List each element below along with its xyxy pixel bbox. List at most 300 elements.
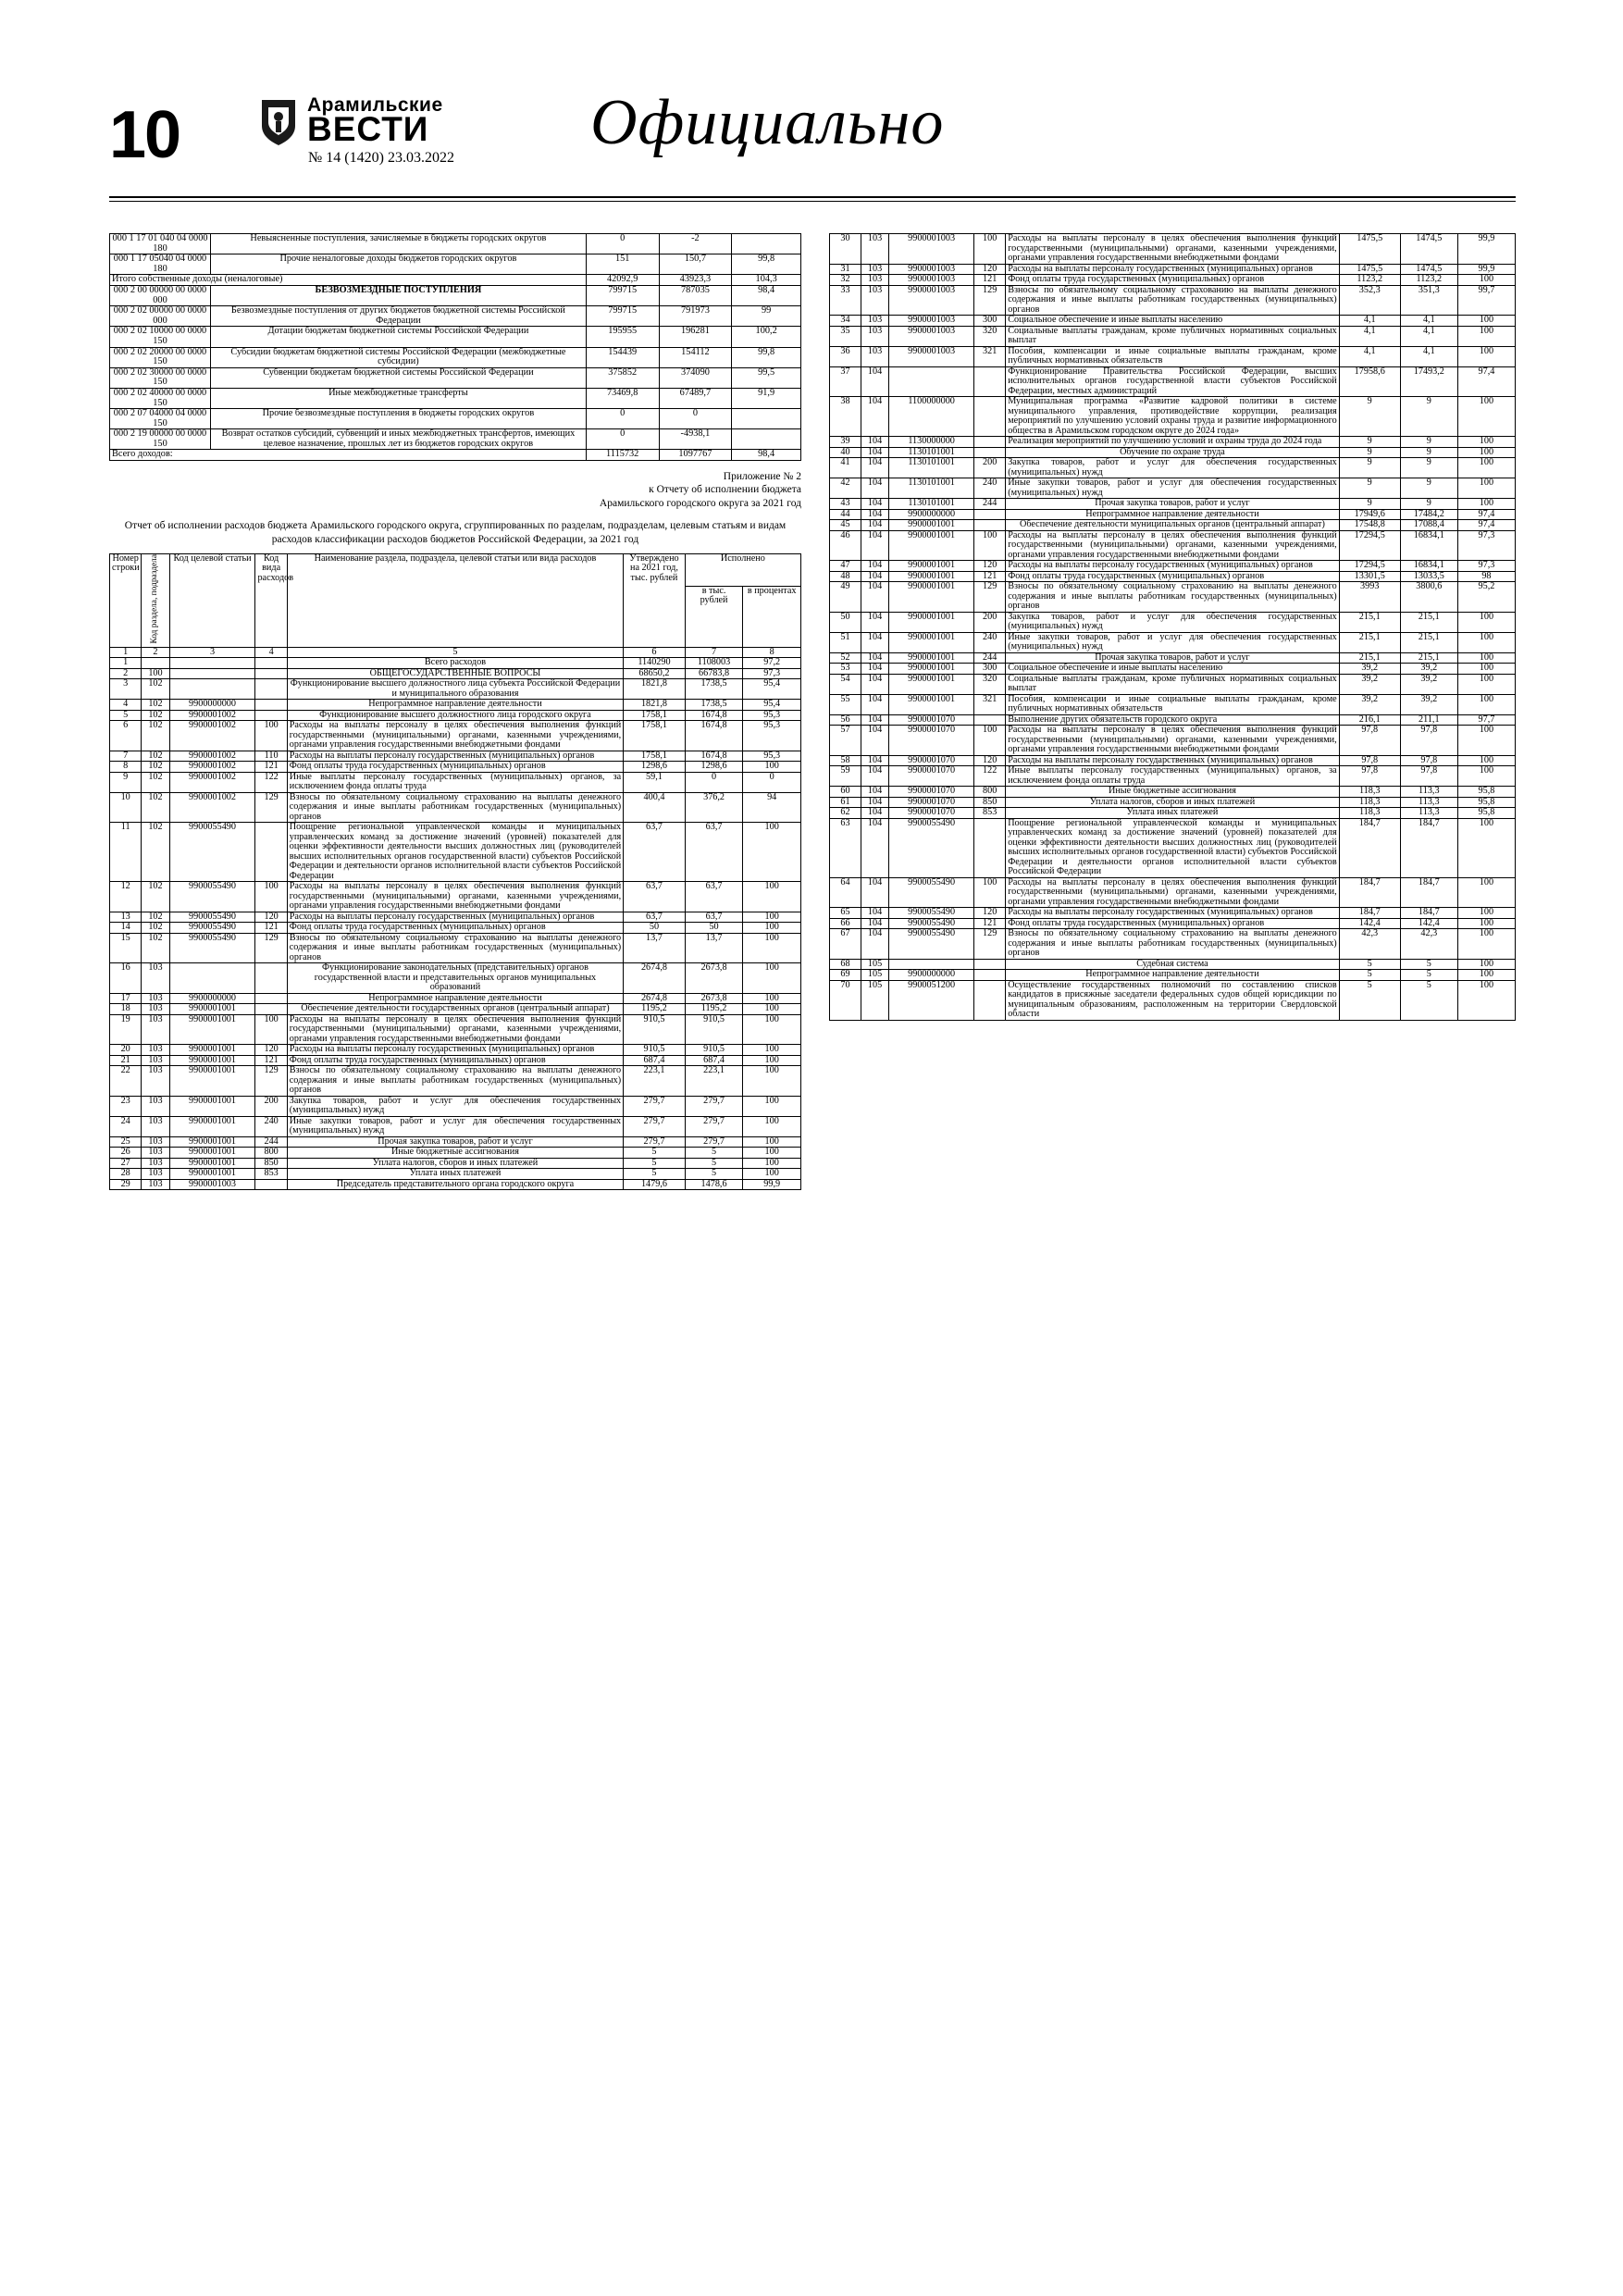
row-target-code: 9900001001 xyxy=(889,652,974,664)
row-kind-code: 100 xyxy=(974,234,1006,265)
table-row xyxy=(110,823,801,882)
row-approved: 97,8 xyxy=(1339,755,1400,766)
row-kind-code: 129 xyxy=(974,285,1006,316)
row-approved: 1758,1 xyxy=(624,710,686,721)
table-numbering-row xyxy=(110,647,801,658)
row-percent: 100 xyxy=(743,923,801,934)
row-name: Социальные выплаты гражданам, кроме публичных нормативных социальных выплат xyxy=(1006,326,1339,346)
row-percent: 100 xyxy=(1457,918,1515,929)
row-name: Закупка товаров, работ и услуг для обеспечения государственных (муниципальных) нужд xyxy=(287,1096,623,1116)
row-approved: 9 xyxy=(1339,447,1400,458)
row-section-code: 103 xyxy=(142,1014,169,1045)
row-name: Расходы на выплаты персоналу государственных (муниципальных) органов xyxy=(287,751,623,762)
row-executed: 1738,5 xyxy=(685,679,743,700)
row-section-code: 104 xyxy=(861,509,889,520)
table-row xyxy=(830,980,1516,1020)
row-executed: 2673,8 xyxy=(685,963,743,994)
row-section-code: 104 xyxy=(861,766,889,787)
row-name: Прочая закупка товаров, работ и услуг xyxy=(1006,499,1339,510)
table-row xyxy=(830,959,1516,970)
table-row xyxy=(110,1136,801,1148)
table-row xyxy=(110,1148,801,1159)
row-percent: 95,3 xyxy=(743,751,801,762)
row-name: Расходы на выплаты персоналу государственных (муниципальных) органов xyxy=(1006,264,1339,275)
logo-line-1: Арамильские xyxy=(307,94,443,116)
table-row xyxy=(830,234,1516,265)
row-number: 63 xyxy=(830,818,861,877)
row-number: 18 xyxy=(110,1004,142,1015)
table-row xyxy=(830,970,1516,981)
row-target-code: 9900055490 xyxy=(169,933,255,963)
row-number: 42 xyxy=(830,478,861,499)
row-approved: 215,1 xyxy=(1339,652,1400,664)
row-approved: 5 xyxy=(1339,980,1400,1020)
row-percent: 97,3 xyxy=(743,668,801,679)
table-row xyxy=(830,346,1516,366)
table-row xyxy=(110,327,801,347)
table-row xyxy=(110,882,801,912)
row-percent: 100 xyxy=(1457,664,1515,675)
row-number: 30 xyxy=(830,234,861,265)
row-executed: 13,7 xyxy=(685,933,743,963)
row-executed: 3800,6 xyxy=(1400,582,1457,613)
row-kind-code: 129 xyxy=(974,929,1006,960)
table-row xyxy=(110,912,801,923)
row-name: Расходы на выплаты персоналу в целях обеспечения выполнения функций государственными (муниципальными) органами, казенными учреждениями, органами управления государственными внебюджетными фондами xyxy=(1006,877,1339,908)
row-approved: 17294,5 xyxy=(1339,561,1400,572)
row-name: Пособия, компенсации и иные социальные выплаты гражданам, кроме публичных нормативных обязательств xyxy=(1006,694,1339,714)
row-approved: 39,2 xyxy=(1339,694,1400,714)
row-approved: 97,8 xyxy=(1339,726,1400,756)
row-executed: 215,1 xyxy=(1400,652,1457,664)
row-kind-code xyxy=(255,658,287,669)
row-executed: 279,7 xyxy=(685,1116,743,1136)
row-section-code: 102 xyxy=(142,762,169,773)
row-name: Закупка товаров, работ и услуг для обеспечения государственных (муниципальных) нужд xyxy=(1006,458,1339,478)
row-kind-code xyxy=(255,679,287,700)
table-row xyxy=(110,923,801,934)
row-percent: 100 xyxy=(743,1004,801,1015)
row-target-code: 9900001070 xyxy=(889,766,974,787)
income-row-fact: 67489,7 xyxy=(659,388,732,408)
table-row xyxy=(110,679,801,700)
row-approved: 17294,5 xyxy=(1339,530,1400,561)
row-executed: 63,7 xyxy=(685,823,743,882)
row-executed: 687,4 xyxy=(685,1055,743,1066)
income-table xyxy=(109,233,801,461)
table-row xyxy=(830,326,1516,346)
table-row xyxy=(830,694,1516,714)
row-number: 70 xyxy=(830,980,861,1020)
row-percent: 95,3 xyxy=(743,710,801,721)
row-approved: 17958,6 xyxy=(1339,366,1400,397)
row-target-code: 9900001001 xyxy=(889,632,974,652)
row-percent: 100 xyxy=(743,1158,801,1169)
table-row xyxy=(110,1045,801,1056)
row-kind-code xyxy=(974,437,1006,448)
row-target-code: 9900001001 xyxy=(169,1004,255,1015)
row-kind-code: 320 xyxy=(974,326,1006,346)
row-section-code: 103 xyxy=(142,1116,169,1136)
table-row xyxy=(110,658,801,669)
income-row-plan: 154439 xyxy=(586,347,659,367)
header-row-number: Номер строки xyxy=(112,552,140,574)
row-target-code: 9900055490 xyxy=(169,882,255,912)
table-row xyxy=(110,306,801,327)
header-section-code: Код раздела, подраздела xyxy=(150,553,160,644)
row-target-code: 9900001001 xyxy=(169,1136,255,1148)
header-expense-kind: Код вида расходов xyxy=(257,552,294,583)
row-percent: 94 xyxy=(743,792,801,823)
section-title: Официально xyxy=(590,87,945,158)
row-number: 35 xyxy=(830,326,861,346)
header-approved: Утверждено на 2021 год, тыс. рублей xyxy=(629,552,679,583)
row-name: Иные выплаты персоналу государственных (муниципальных) органов, за исключением фонда оплаты труда xyxy=(287,772,623,792)
income-row-name: Иные межбюджетные трансферты xyxy=(211,388,587,408)
row-executed: 910,5 xyxy=(685,1014,743,1045)
income-row-pct: 99,8 xyxy=(732,254,801,275)
income-row-fact: 1097767 xyxy=(659,450,732,461)
row-percent: 100 xyxy=(1457,755,1515,766)
row-target-code: 1130000000 xyxy=(889,437,974,448)
row-section-code: 104 xyxy=(861,499,889,510)
row-kind-code xyxy=(974,366,1006,397)
row-executed: 4,1 xyxy=(1400,316,1457,327)
row-number: 23 xyxy=(110,1096,142,1116)
row-kind-code: 850 xyxy=(974,797,1006,808)
row-kind-code: 121 xyxy=(974,275,1006,286)
row-section-code: 104 xyxy=(861,561,889,572)
row-name: Поощрение региональной управленческой команды и муниципальных управленческих команд за достижение значений (уровней) показателей для оценки эффективности деятельности высших должностных лиц (руководителей высших исполнительных органов государственной власти) субъектов Российской Федерации и деятельности органов исполнительной власти субъектов Российской Федерации xyxy=(1006,818,1339,877)
row-target-code: 9900001001 xyxy=(169,1158,255,1169)
row-executed: 1474,5 xyxy=(1400,234,1457,265)
row-approved: 17548,8 xyxy=(1339,520,1400,531)
row-number: 19 xyxy=(110,1014,142,1045)
row-number: 52 xyxy=(830,652,861,664)
row-target-code: 9900001070 xyxy=(889,797,974,808)
row-executed: 351,3 xyxy=(1400,285,1457,316)
row-number: 67 xyxy=(830,929,861,960)
table-row xyxy=(830,808,1516,819)
row-executed: 42,3 xyxy=(1400,929,1457,960)
row-kind-code: 100 xyxy=(974,877,1006,908)
row-target-code: 9900001001 xyxy=(889,664,974,675)
row-section-code: 103 xyxy=(861,264,889,275)
row-section-code: 104 xyxy=(861,366,889,397)
row-kind-code: 240 xyxy=(255,1116,287,1136)
row-executed: 17484,2 xyxy=(1400,509,1457,520)
row-number: 47 xyxy=(830,561,861,572)
row-name: Обучение по охране труда xyxy=(1006,447,1339,458)
table-row xyxy=(110,409,801,429)
row-approved: 215,1 xyxy=(1339,632,1400,652)
income-row-code: 000 2 02 00000 00 0000 000 xyxy=(110,306,211,327)
row-percent: 0 xyxy=(743,772,801,792)
row-approved: 118,3 xyxy=(1339,808,1400,819)
row-approved: 97,8 xyxy=(1339,766,1400,787)
table-row xyxy=(830,520,1516,531)
income-row-fact: 0 xyxy=(659,409,732,429)
row-target-code: 9900001001 xyxy=(169,1045,255,1056)
row-name: Уплата налогов, сборов и иных платежей xyxy=(287,1158,623,1169)
row-number: 40 xyxy=(830,447,861,458)
row-approved: 1479,6 xyxy=(624,1179,686,1190)
income-row-name: Итого собственные доходы (неналоговые) xyxy=(110,275,587,286)
row-number: 20 xyxy=(110,1045,142,1056)
row-approved: 118,3 xyxy=(1339,797,1400,808)
row-name: Взносы по обязательному социальному страхованию на выплаты денежного содержания и иные выплаты работникам государственных (муниципальных) органов xyxy=(1006,582,1339,613)
row-kind-code xyxy=(974,980,1006,1020)
row-section-code: 102 xyxy=(142,679,169,700)
income-row-pct: 99,8 xyxy=(732,347,801,367)
income-row-code: 000 1 17 01 040 04 0000 180 xyxy=(110,234,211,254)
row-section-code: 102 xyxy=(142,710,169,721)
row-number: 69 xyxy=(830,970,861,981)
row-section-code: 102 xyxy=(142,751,169,762)
row-approved: 1475,5 xyxy=(1339,234,1400,265)
row-kind-code: 121 xyxy=(255,1055,287,1066)
row-approved: 68650,2 xyxy=(624,668,686,679)
row-target-code: 9900001003 xyxy=(889,346,974,366)
row-section-code: 103 xyxy=(142,1169,169,1180)
row-name: Председатель представительного органа городского округа xyxy=(287,1179,623,1190)
row-number: 4 xyxy=(110,700,142,711)
col-num-7: 7 xyxy=(685,647,743,658)
table-row xyxy=(830,787,1516,798)
row-approved: 5 xyxy=(624,1158,686,1169)
row-kind-code xyxy=(255,710,287,721)
row-kind-code xyxy=(255,668,287,679)
row-target-code: 9900051200 xyxy=(889,980,974,1020)
row-number: 55 xyxy=(830,694,861,714)
row-executed: 5 xyxy=(1400,980,1457,1020)
row-approved: 4,1 xyxy=(1339,346,1400,366)
income-row-pct: 91,9 xyxy=(732,388,801,408)
row-name: Функционирование законодательных (представительных) органов государственной власти и представительных органов муниципальных образований xyxy=(287,963,623,994)
row-kind-code: 200 xyxy=(974,612,1006,632)
row-name: Функционирование высшего должностного лица субъекта Российской Федерации и муниципального образования xyxy=(287,679,623,700)
row-section-code: 103 xyxy=(861,346,889,366)
row-approved: 9 xyxy=(1339,458,1400,478)
row-approved: 352,3 xyxy=(1339,285,1400,316)
row-section-code: 104 xyxy=(861,612,889,632)
row-executed: 1674,8 xyxy=(685,751,743,762)
row-number: 2 xyxy=(110,668,142,679)
row-target-code: 9900001003 xyxy=(889,285,974,316)
row-section-code: 104 xyxy=(861,478,889,499)
table-row xyxy=(830,561,1516,572)
row-section-code: 102 xyxy=(142,721,169,751)
row-approved: 63,7 xyxy=(624,882,686,912)
row-name: Реализация мероприятий по улучшению условий и охраны труда до 2024 года xyxy=(1006,437,1339,448)
row-approved: 2674,8 xyxy=(624,963,686,994)
row-kind-code: 244 xyxy=(255,1136,287,1148)
row-name: Непрограммное направление деятельности xyxy=(1006,509,1339,520)
row-percent: 100 xyxy=(1457,458,1515,478)
row-name: Функционирование высшего должностного лица городского округа xyxy=(287,710,623,721)
row-section-code: 104 xyxy=(861,726,889,756)
row-number: 9 xyxy=(110,772,142,792)
row-percent: 100 xyxy=(1457,275,1515,286)
row-percent: 97,2 xyxy=(743,658,801,669)
row-number: 12 xyxy=(110,882,142,912)
row-kind-code: 110 xyxy=(255,751,287,762)
row-number: 41 xyxy=(830,458,861,478)
row-executed: 1474,5 xyxy=(1400,264,1457,275)
row-percent: 100 xyxy=(1457,766,1515,787)
row-number: 48 xyxy=(830,571,861,582)
table-row xyxy=(110,1169,801,1180)
row-executed: 211,1 xyxy=(1400,714,1457,726)
row-approved: 1821,8 xyxy=(624,700,686,711)
table-row xyxy=(830,264,1516,275)
income-row-fact: 154112 xyxy=(659,347,732,367)
row-number: 65 xyxy=(830,908,861,919)
row-name: Фонд оплаты труда государственных (муниципальных) органов xyxy=(1006,275,1339,286)
row-executed: 50 xyxy=(685,923,743,934)
row-percent: 100 xyxy=(1457,959,1515,970)
row-kind-code: 122 xyxy=(974,766,1006,787)
row-number: 21 xyxy=(110,1055,142,1066)
row-kind-code: 853 xyxy=(255,1169,287,1180)
row-number: 49 xyxy=(830,582,861,613)
row-kind-code: 120 xyxy=(255,1045,287,1056)
row-approved: 63,7 xyxy=(624,823,686,882)
row-kind-code: 129 xyxy=(255,792,287,823)
row-number: 45 xyxy=(830,520,861,531)
row-percent: 100 xyxy=(1457,346,1515,366)
income-row-code: 000 2 00 00000 00 0000 000 xyxy=(110,285,211,305)
row-percent: 100 xyxy=(743,823,801,882)
table-row xyxy=(830,499,1516,510)
row-name: Иные бюджетные ассигнования xyxy=(1006,787,1339,798)
row-executed: 17088,4 xyxy=(1400,520,1457,531)
income-row-fact: 150,7 xyxy=(659,254,732,275)
row-executed: 63,7 xyxy=(685,912,743,923)
row-percent: 100 xyxy=(1457,447,1515,458)
row-section-code: 105 xyxy=(861,970,889,981)
right-column xyxy=(829,233,1516,1021)
row-section-code: 103 xyxy=(861,326,889,346)
row-section-code: 105 xyxy=(861,980,889,1020)
table-row xyxy=(830,316,1516,327)
row-section-code: 102 xyxy=(142,933,169,963)
row-number: 15 xyxy=(110,933,142,963)
row-approved: 184,7 xyxy=(1339,908,1400,919)
row-executed: 16834,1 xyxy=(1400,530,1457,561)
row-target-code: 9900001003 xyxy=(889,275,974,286)
row-kind-code xyxy=(255,1004,287,1015)
row-target-code: 9900001001 xyxy=(889,561,974,572)
row-target-code xyxy=(169,658,255,669)
row-percent: 100 xyxy=(743,1148,801,1159)
row-section-code: 103 xyxy=(142,1055,169,1066)
row-target-code xyxy=(169,679,255,700)
row-executed: 9 xyxy=(1400,499,1457,510)
page-number: 10 xyxy=(109,98,180,172)
row-name: Расходы на выплаты персоналу государственных (муниципальных) органов xyxy=(1006,561,1339,572)
table-row xyxy=(830,612,1516,632)
row-kind-code xyxy=(974,520,1006,531)
row-section-code: 103 xyxy=(142,1136,169,1148)
col-num-4: 4 xyxy=(255,647,287,658)
row-name: Иные закупки товаров, работ и услуг для обеспечения государственных (муниципальных) нужд xyxy=(1006,478,1339,499)
row-approved: 39,2 xyxy=(1339,674,1400,694)
row-executed: 16834,1 xyxy=(1400,561,1457,572)
row-percent: 100 xyxy=(743,1045,801,1056)
income-row-fact: 787035 xyxy=(659,285,732,305)
row-kind-code: 244 xyxy=(974,499,1006,510)
row-target-code: 9900000000 xyxy=(169,993,255,1004)
income-row-plan: 195955 xyxy=(586,327,659,347)
income-row-name: Возврат остатков субсидий, субвенций и иных межбюджетных трансфертов, имеющих целевое назначение, прошлых лет из бюджетов городских округов xyxy=(211,429,587,450)
row-section-code: 102 xyxy=(142,823,169,882)
row-name: Закупка товаров, работ и услуг для обеспечения государственных (муниципальных) нужд xyxy=(1006,612,1339,632)
table-row xyxy=(110,234,801,254)
row-kind-code xyxy=(255,1179,287,1190)
row-section-code: 104 xyxy=(861,520,889,531)
table-row xyxy=(830,652,1516,664)
row-section-code: 102 xyxy=(142,792,169,823)
row-executed: 223,1 xyxy=(685,1066,743,1097)
table-row xyxy=(110,1096,801,1116)
row-executed: 17493,2 xyxy=(1400,366,1457,397)
row-approved: 5 xyxy=(1339,970,1400,981)
row-kind-code xyxy=(255,963,287,994)
income-row-name: Прочие неналоговые доходы бюджетов городских округов xyxy=(211,254,587,275)
row-percent: 100 xyxy=(743,993,801,1004)
row-percent: 100 xyxy=(1457,632,1515,652)
row-approved: 184,7 xyxy=(1339,818,1400,877)
row-section-code: 103 xyxy=(861,316,889,327)
table-row xyxy=(110,963,801,994)
row-name: Расходы на выплаты персоналу в целях обеспечения выполнения функций государственными (муниципальными) органами, казенными учреждениями, органами управления государственными внебюджетными фондами xyxy=(1006,726,1339,756)
row-number: 43 xyxy=(830,499,861,510)
row-percent: 100 xyxy=(1457,908,1515,919)
row-number: 44 xyxy=(830,509,861,520)
row-name: Уплата налогов, сборов и иных платежей xyxy=(1006,797,1339,808)
row-executed: 9 xyxy=(1400,397,1457,437)
col-num-3: 3 xyxy=(169,647,255,658)
row-number: 34 xyxy=(830,316,861,327)
row-target-code: 9900001001 xyxy=(889,571,974,582)
row-percent: 100 xyxy=(1457,818,1515,877)
row-percent: 100 xyxy=(1457,652,1515,664)
row-target-code: 9900000000 xyxy=(889,509,974,520)
row-kind-code xyxy=(974,959,1006,970)
row-executed: 2673,8 xyxy=(685,993,743,1004)
row-name: Непрограммное направление деятельности xyxy=(287,993,623,1004)
row-percent: 100 xyxy=(1457,437,1515,448)
row-section-code: 104 xyxy=(861,818,889,877)
row-number: 56 xyxy=(830,714,861,726)
income-row-plan: 799715 xyxy=(586,306,659,327)
row-executed: 1674,8 xyxy=(685,721,743,751)
income-row-code: 000 2 19 00000 00 0000 150 xyxy=(110,429,211,450)
row-name: Судебная система xyxy=(1006,959,1339,970)
row-executed: 9 xyxy=(1400,447,1457,458)
row-percent: 100 xyxy=(743,762,801,773)
row-number: 50 xyxy=(830,612,861,632)
row-name: Функционирование Правительства Российской Федерации, высших исполнительных органов государственной власти субъектов Российской Федерации, местных администраций xyxy=(1006,366,1339,397)
row-target-code: 9900001001 xyxy=(169,1066,255,1097)
logo-line-2: ВЕСТИ xyxy=(307,110,429,148)
row-section-code: 104 xyxy=(861,397,889,437)
row-approved: 216,1 xyxy=(1339,714,1400,726)
col-num-1: 1 xyxy=(110,647,142,658)
table-row xyxy=(110,721,801,751)
row-approved: 223,1 xyxy=(624,1066,686,1097)
